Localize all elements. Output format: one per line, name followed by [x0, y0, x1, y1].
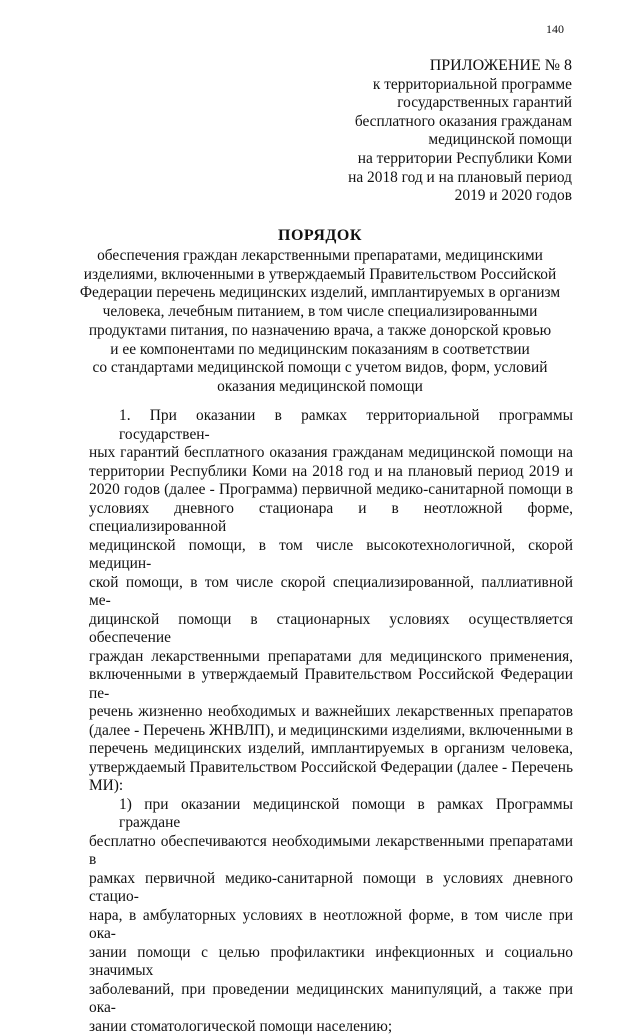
appendix-header: [348, 57, 572, 206]
appendix-line: государственных гарантий: [348, 94, 572, 113]
paragraph-line: граждан лекарственными препаратами для медицинского применения,: [89, 648, 573, 667]
subtitle-line: оказания медицинской помощи: [0, 378, 640, 397]
paragraph-line: МИ):: [89, 777, 573, 796]
paragraph-line: ской помощи, в том числе скорой специализированной, паллиативной ме-: [89, 574, 573, 611]
paragraph-line: зании помощи с целью профилактики инфекционных и социально значимых: [89, 944, 573, 981]
paragraph-line: заболеваний, при проведении медицинских манипуляций, а также при ока-: [89, 981, 573, 1018]
paragraph-line: территории Республики Коми на 2018 год и на плановый период 2019 и: [89, 463, 573, 482]
paragraph-line: речень жизненно необходимых и важнейших лекарственных препаратов: [89, 703, 573, 722]
appendix-line: к территориальной программе: [348, 76, 572, 95]
paragraph-line: бесплатно обеспечиваются необходимыми лекарственными препаратами в: [89, 833, 573, 870]
paragraph-line: перечень медицинских изделий, имплантируемых в организм человека,: [89, 740, 573, 759]
document-title: ПОРЯДОК: [0, 227, 640, 245]
paragraph-line: 1. При оказании в рамках территориальной программы государствен-: [89, 407, 573, 444]
subtitle-line: обеспечения граждан лекарственными препаратами, медицинскими: [0, 247, 640, 266]
paragraph-line: дицинской помощи в стационарных условиях осуществляется обеспечение: [89, 611, 573, 648]
paragraph-line: (далее - Перечень ЖНВЛП), и медицинскими изделиями, включенными в: [89, 722, 573, 741]
paragraph-line: 2020 годов (далее - Программа) первичной медико-санитарной помощи в: [89, 481, 573, 500]
paragraph-line: ных гарантий бесплатного оказания гражданам медицинской помощи на: [89, 444, 573, 463]
paragraph-line: медицинской помощи, в том числе высокотехнологичной, скорой медицин-: [89, 537, 573, 574]
appendix-title: ПРИЛОЖЕНИЕ № 8: [348, 57, 572, 76]
subtitle-line: Федерации перечень медицинских изделий, имплантируемых в организм: [0, 284, 640, 303]
document-body: [89, 407, 573, 1036]
paragraph-line: 1) при оказании медицинской помощи в рамках Программы граждане: [89, 796, 573, 833]
subtitle-line: и ее компонентами по медицинским показаниям в соответствии: [0, 341, 640, 360]
paragraph-line: нара, в амбулаторных условиях в неотложной форме, в том числе при ока-: [89, 907, 573, 944]
document-subtitle: [0, 247, 640, 397]
paragraph-2: [89, 796, 573, 1036]
subtitle-line: со стандартами медицинской помощи с учетом видов, форм, условий: [0, 359, 640, 378]
paragraph-line: включенными в утверждаемый Правительством Российской Федерации пе-: [89, 666, 573, 703]
paragraph-line: условиях дневного стационара и в неотложной форме, специализированной: [89, 500, 573, 537]
paragraph-line: утверждаемый Правительством Российской Федерации (далее - Перечень: [89, 759, 573, 778]
paragraph-line: зании стоматологической помощи населению;: [89, 1018, 573, 1036]
subtitle-line: изделиями, включенными в утверждаемый Правительством Российской: [0, 266, 640, 285]
appendix-line: на 2018 год и на плановый период: [348, 169, 572, 188]
page-number: 140: [546, 22, 564, 37]
appendix-line: на территории Республики Коми: [348, 150, 572, 169]
appendix-line: медицинской помощи: [348, 131, 572, 150]
paragraph-line: рамках первичной медико-санитарной помощи в условиях дневного стацио-: [89, 870, 573, 907]
paragraph-1: [89, 407, 573, 796]
subtitle-line: человека, лечебным питанием, в том числе специализированными: [0, 303, 640, 322]
subtitle-line: продуктами питания, по назначению врача, а также донорской кровью: [0, 322, 640, 341]
appendix-line: бесплатного оказания гражданам: [348, 113, 572, 132]
appendix-line: 2019 и 2020 годов: [348, 187, 572, 206]
